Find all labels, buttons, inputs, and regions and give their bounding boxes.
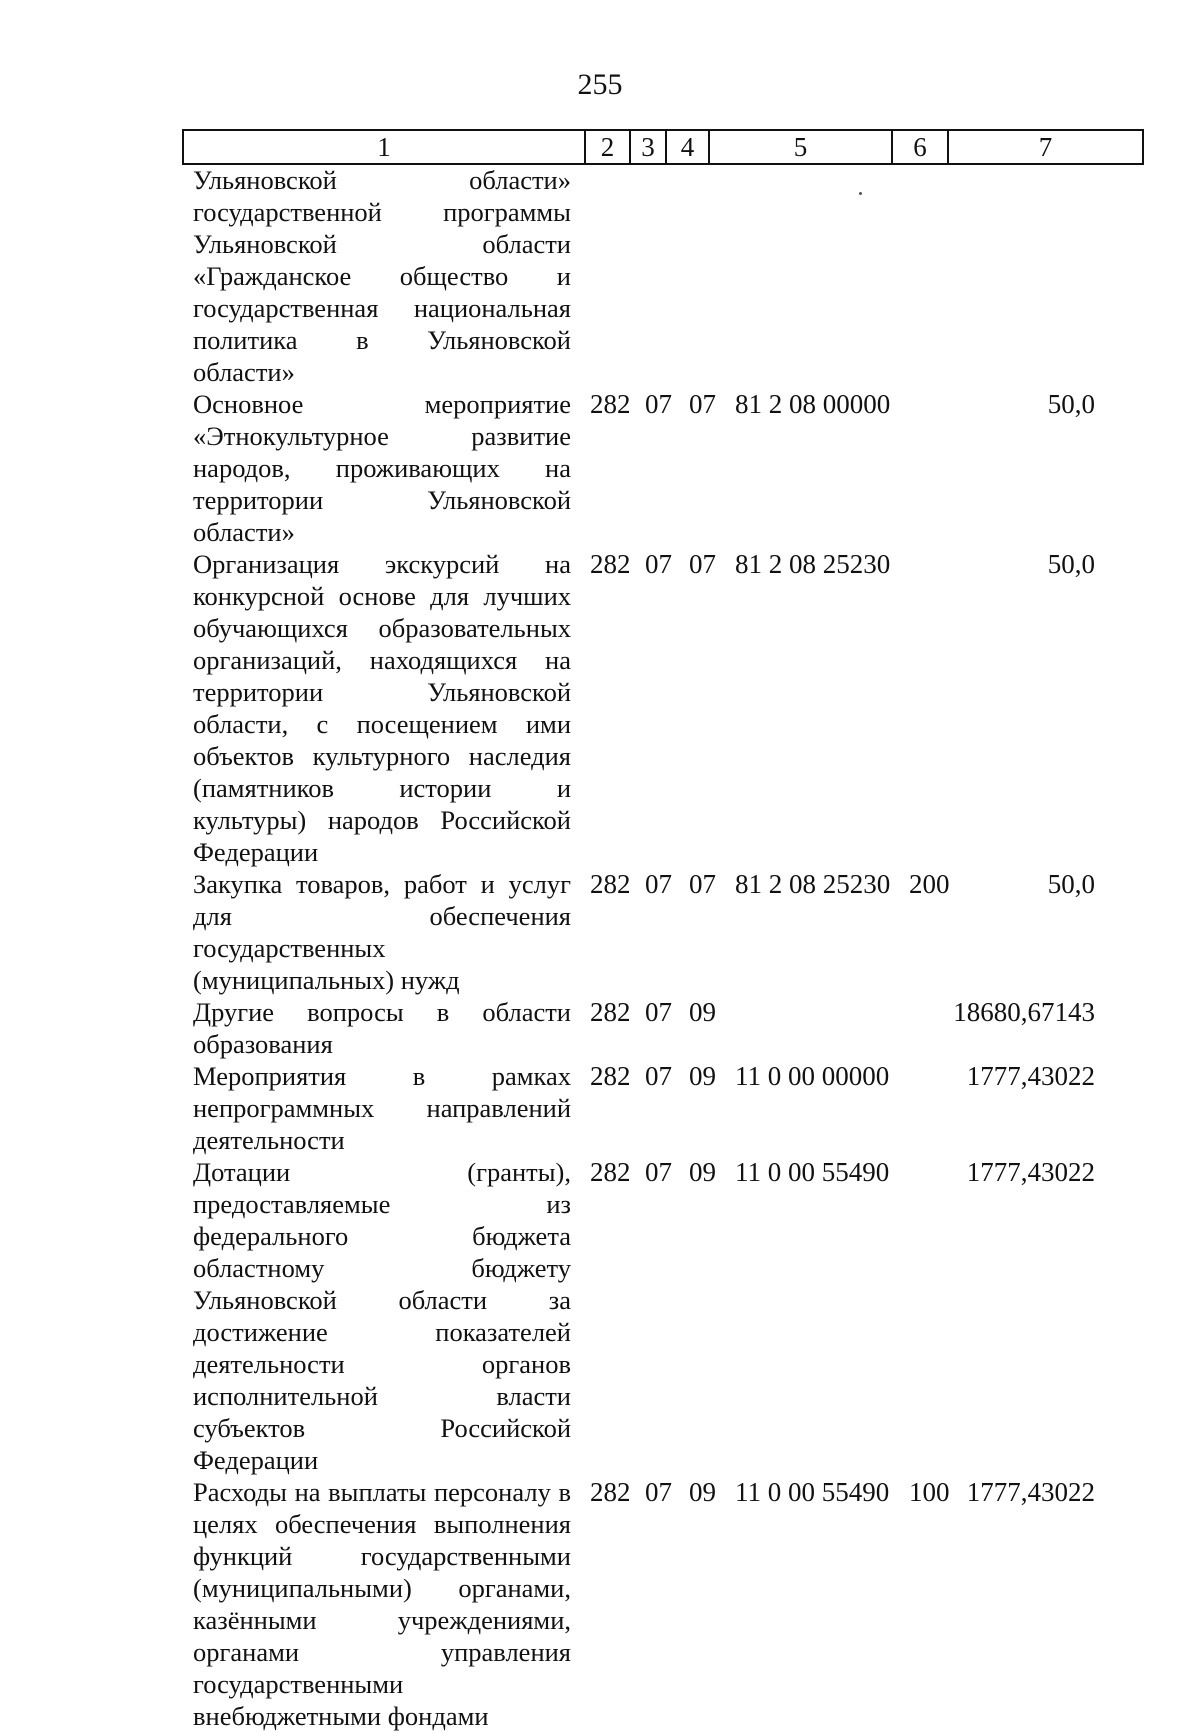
table-row: [0, 548, 1200, 868]
cell-code-section: 07: [645, 1061, 672, 1091]
cell-code-admin: 282: [590, 1157, 631, 1187]
cell-amount: 18680,67143: [953, 997, 1095, 1027]
cell-code-target: 81 2 08 25230: [735, 549, 891, 579]
header-col-1: 1: [183, 130, 585, 164]
header-col-7: 7: [948, 130, 1143, 164]
cell-code-target: 11 0 00 55490: [735, 1157, 890, 1187]
cell-code-section: 07: [645, 389, 672, 419]
page-number: 255: [577, 68, 623, 101]
cell-amount: 1777,43022: [966, 1157, 1095, 1187]
row-description: Основное мероприятие «Этнокультурное развитие народов, проживающих на территории Ульяновской области»: [193, 389, 571, 547]
cell-code-subsection: 07: [689, 869, 716, 899]
row-description: Дотации (гранты), предоставляемые из федерального бюджета областному бюджету Ульяновской области за достижение показателей деятельности органов исполнительной власти субъектов Российской Федерации: [193, 1157, 571, 1475]
cell-code-target: 81 2 08 25230: [735, 869, 891, 899]
row-description: Ульяновской области» государственной программы Ульяновской области «Гражданское общество и государственная национальная политика в Ульяновской области»: [193, 165, 571, 387]
cell-code-section: 07: [645, 1477, 672, 1507]
header-col-3: 3: [630, 130, 666, 164]
cell-code-admin: 282: [590, 549, 631, 579]
cell-code-subsection: 09: [689, 1157, 716, 1187]
cell-amount: 50,0: [1047, 869, 1095, 899]
header-col-6: 6: [892, 130, 948, 164]
row-description: Мероприятия в рамках непрограммных направлений деятельности: [193, 1061, 571, 1155]
cell-code-expense-type: 200: [909, 869, 950, 899]
cell-code-subsection: 09: [689, 1061, 716, 1091]
row-description: Организация экскурсий на конкурсной основе для лучших обучающихся образовательных организаций, находящихся на территории Ульяновской области, с посещением ими объектов культурного наследия (памятников истории и культуры) народов Российской Федерации: [193, 549, 571, 867]
cell-code-target: 11 0 00 00000: [735, 1061, 890, 1091]
cell-code-section: 07: [645, 997, 672, 1027]
cell-code-section: 07: [645, 549, 672, 579]
cell-code-section: 07: [645, 1157, 672, 1187]
row-description: Закупка товаров, работ и услуг для обеспечения государственных (муниципальных) нужд: [193, 869, 571, 995]
row-description: Другие вопросы в области образования: [193, 997, 571, 1059]
cell-code-admin: 282: [590, 1477, 631, 1507]
cell-code-target: 11 0 00 55490: [735, 1477, 890, 1507]
header-col-4: 4: [666, 130, 709, 164]
cell-amount: 1777,43022: [966, 1477, 1095, 1507]
table-row: [0, 996, 1200, 1060]
cell-code-admin: 282: [590, 997, 631, 1027]
cell-code-admin: 282: [590, 1061, 631, 1091]
cell-code-expense-type: 100: [909, 1477, 950, 1507]
header-col-2: 2: [585, 130, 630, 164]
cell-code-subsection: 07: [689, 549, 716, 579]
cell-code-admin: 282: [590, 389, 631, 419]
table-row: [0, 1060, 1200, 1156]
table-row: [0, 868, 1200, 996]
cell-amount: 50,0: [1047, 389, 1095, 419]
cell-code-section: 07: [645, 869, 672, 899]
cell-code-target: 81 2 08 00000: [735, 389, 891, 419]
cell-code-admin: 282: [590, 869, 631, 899]
table-body: [0, 164, 1200, 1732]
cell-amount: 1777,43022: [966, 1061, 1095, 1091]
cell-code-subsection: 09: [689, 997, 716, 1027]
cell-code-subsection: 09: [689, 1477, 716, 1507]
cell-amount: 50,0: [1047, 549, 1095, 579]
table-row: [0, 1156, 1200, 1476]
table-row: [0, 164, 1200, 388]
header-col-5: 5: [709, 130, 892, 164]
table-header: [182, 129, 1144, 165]
row-description: Расходы на выплаты персоналу в целях обеспечения выполнения функций государственными (муниципальными) органами, казёнными учреждениями, органами управления государственными внебюджетными фондами: [193, 1477, 571, 1731]
table-row: [0, 388, 1200, 548]
cell-code-subsection: 07: [689, 389, 716, 419]
